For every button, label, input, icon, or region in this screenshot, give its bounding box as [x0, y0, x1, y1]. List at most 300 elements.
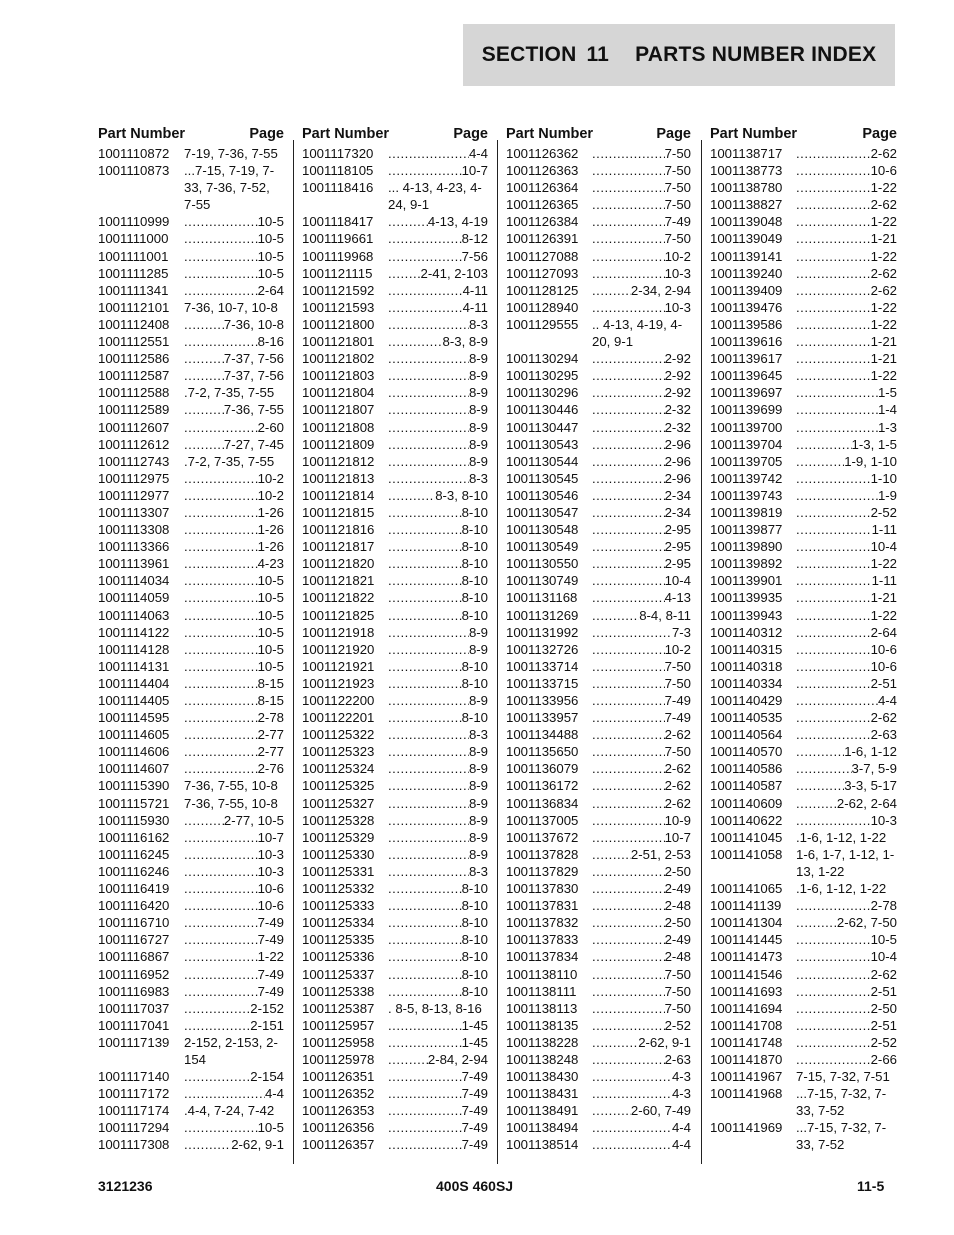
part-number: 1001130294	[506, 351, 579, 367]
page-reference	[796, 248, 897, 265]
index-entry	[98, 213, 284, 230]
page-reference	[796, 709, 897, 726]
part-number: 1001117320	[302, 146, 374, 161]
index-entry	[506, 470, 691, 487]
page-reference	[796, 1034, 897, 1051]
part-number: 1001125325	[302, 778, 375, 794]
page-reference: ...7-15, 7-32, 7-33, 7-52	[796, 1120, 887, 1153]
index-entry	[506, 196, 691, 213]
part-number: 1001139705	[710, 453, 783, 469]
page-value: 8-9	[468, 368, 488, 384]
part-number: 1001137831	[506, 898, 579, 914]
part-number: 1001140535	[710, 710, 783, 726]
page-reference	[388, 658, 488, 675]
part-number: 1001125978	[302, 1051, 375, 1067]
part-number: 1001126391	[506, 231, 579, 247]
dot-leader	[388, 607, 462, 624]
page-value: 1-45	[461, 1034, 488, 1050]
page-reference	[388, 487, 488, 504]
index-column-3	[506, 120, 691, 1154]
dot-leader	[388, 675, 462, 692]
index-entry	[506, 760, 691, 777]
part-number: 1001139935	[710, 590, 783, 606]
part-number: 1001113961	[98, 556, 170, 572]
page-value: 8-3	[468, 727, 488, 743]
part-number: 1001139743	[710, 487, 783, 503]
page-reference	[388, 880, 488, 897]
page-reference	[388, 572, 488, 589]
part-number: 1001116420	[98, 898, 170, 914]
page-reference: 7-36, 7-55, 10-8	[184, 795, 278, 811]
page-value: 2-77	[257, 727, 284, 743]
page-reference	[592, 624, 691, 641]
page-value: 2-63	[664, 1051, 691, 1067]
dot-leader	[388, 726, 469, 743]
page-value: 7-50	[664, 658, 691, 674]
page-value: 10-2	[257, 487, 284, 503]
page-value: 7-36, 10-8	[223, 316, 284, 332]
page-reference	[796, 1000, 897, 1017]
dot-leader	[796, 966, 871, 983]
part-number: 1001126364	[506, 180, 579, 196]
page-reference	[592, 572, 691, 589]
page-reference	[796, 743, 897, 760]
part-number: 1001140334	[710, 675, 783, 691]
index-entry	[98, 641, 284, 658]
index-entry	[302, 470, 488, 487]
dot-leader	[388, 897, 462, 914]
index-entry	[302, 419, 488, 436]
dot-leader	[184, 641, 258, 658]
page-value: 2-95	[664, 556, 691, 572]
index-entry	[710, 624, 897, 641]
page-reference	[184, 863, 284, 880]
index-entry	[302, 863, 488, 880]
index-entry	[98, 675, 284, 692]
index-entry	[710, 1017, 897, 1034]
index-entry	[506, 1085, 691, 1102]
page-reference	[388, 230, 488, 247]
part-number: 1001125387	[302, 1000, 375, 1016]
dot-leader	[184, 333, 258, 350]
page-value: 10-3	[664, 265, 691, 281]
part-number: 1001138111	[506, 983, 577, 999]
page-value: 7-50	[664, 163, 691, 179]
dot-leader	[184, 248, 258, 265]
dot-leader	[388, 367, 469, 384]
page-value: 2-62	[870, 265, 897, 281]
page-value: 2-32	[664, 419, 691, 435]
index-entry	[98, 812, 284, 829]
page-reference	[592, 265, 691, 282]
page-reference	[388, 914, 488, 931]
page-value: 8-15	[257, 675, 284, 691]
page-reference	[184, 470, 284, 487]
dot-leader	[184, 829, 258, 846]
page-value: 2-52	[870, 1034, 897, 1050]
index-entry	[302, 282, 488, 299]
page-reference	[592, 1136, 691, 1153]
part-number: 1001133715	[506, 675, 579, 691]
dot-leader	[184, 504, 258, 521]
part-number: 1001137834	[506, 949, 579, 965]
dot-leader	[592, 401, 665, 418]
index-entry	[302, 213, 488, 230]
page-reference	[388, 453, 488, 470]
page-value: 2-52	[870, 504, 897, 520]
dot-leader	[388, 863, 469, 880]
index-entry	[506, 743, 691, 760]
dot-leader	[184, 743, 258, 760]
page-reference	[388, 504, 488, 521]
dot-leader	[592, 521, 665, 538]
page-reference: .1-6, 1-12, 1-22	[796, 829, 887, 845]
index-entry	[506, 966, 691, 983]
page-reference	[796, 282, 897, 299]
index-entry	[302, 641, 488, 658]
index-entry	[506, 316, 691, 350]
part-number: 1001114595	[98, 710, 170, 726]
index-entry	[98, 1136, 284, 1153]
dot-leader	[184, 1017, 250, 1034]
page-reference	[388, 350, 488, 367]
page-value: 2-78	[870, 898, 897, 914]
index-column-2	[302, 120, 488, 1154]
dot-leader	[796, 504, 871, 521]
index-entry	[506, 299, 691, 316]
index-entry	[302, 1119, 488, 1136]
page-value: 2-62	[664, 778, 691, 794]
part-number: 1001121807	[302, 402, 375, 418]
page-reference	[184, 709, 284, 726]
dot-leader	[388, 504, 462, 521]
part-number: 1001139616	[710, 334, 783, 350]
index-entry	[98, 555, 284, 572]
dot-leader	[796, 641, 871, 658]
page-reference	[796, 470, 897, 487]
page-value: 2-63	[870, 727, 897, 743]
page-reference	[388, 795, 488, 812]
page-reference: 1-6, 1-7, 1-12, 1-13, 1-22	[796, 846, 895, 879]
index-entry	[302, 709, 488, 726]
column-divider	[701, 140, 702, 1164]
page-reference	[184, 948, 284, 965]
page-value: 7-56	[461, 248, 488, 264]
index-entry	[710, 846, 897, 880]
index-entry	[98, 316, 284, 333]
index-entry	[710, 726, 897, 743]
index-entry	[302, 948, 488, 965]
dot-leader	[796, 1034, 871, 1051]
index-entry	[98, 966, 284, 983]
page-reference	[184, 624, 284, 641]
page-value: 7-49	[664, 693, 691, 708]
page-reference	[388, 777, 488, 794]
page-reference	[388, 367, 488, 384]
page-value: 2-60	[257, 419, 284, 435]
part-number: 1001140312	[710, 624, 783, 640]
dot-leader	[388, 1119, 462, 1136]
index-entry	[98, 914, 284, 931]
page-value: 2-62	[870, 282, 897, 298]
page-reference	[184, 1017, 284, 1034]
page-reference	[592, 196, 691, 213]
dot-leader	[388, 265, 421, 282]
dot-leader	[592, 1136, 672, 1153]
page-value: 8-3	[468, 470, 488, 486]
part-number: 1001112589	[98, 402, 170, 418]
dot-leader	[796, 777, 844, 794]
page-reference	[592, 401, 691, 418]
part-number: 1001141968	[710, 1086, 783, 1102]
page-value: 7-50	[664, 231, 691, 247]
index-entry	[710, 1000, 897, 1017]
index-entry	[710, 1051, 897, 1068]
index-entry	[98, 299, 284, 316]
part-number: 1001139700	[710, 419, 783, 435]
dot-leader	[592, 470, 665, 487]
page-value: 8-10	[461, 658, 488, 674]
page-value: 8-9	[468, 829, 488, 845]
index-entry	[302, 1000, 488, 1017]
page-value: 1-6, 1-12	[844, 744, 897, 760]
page-reference	[592, 179, 691, 196]
part-number-heading: Part Number	[710, 126, 798, 142]
page-reference	[388, 1119, 488, 1136]
index-entry	[506, 1119, 691, 1136]
column-header	[302, 120, 488, 142]
index-entry	[710, 419, 897, 436]
page-reference	[388, 675, 488, 692]
page-reference: .4-4, 7-24, 7-42	[184, 1103, 275, 1119]
index-entry	[302, 658, 488, 675]
dot-leader	[592, 145, 665, 162]
part-number: 1001111285	[98, 265, 169, 281]
dot-leader	[388, 299, 463, 316]
part-number: 1001125332	[302, 881, 375, 897]
dot-leader	[592, 419, 665, 436]
index-entry	[98, 436, 284, 453]
page-reference	[184, 333, 284, 350]
page-reference	[592, 914, 691, 931]
index-entry	[302, 504, 488, 521]
part-number: 1001111000	[98, 231, 169, 247]
page-reference	[184, 367, 284, 384]
page-reference	[184, 846, 284, 863]
index-entry	[302, 1085, 488, 1102]
part-number: 1001138135	[506, 1017, 579, 1033]
dot-leader	[388, 419, 469, 436]
index-entry	[302, 607, 488, 624]
index-entry	[506, 777, 691, 794]
part-number: 1001110872	[98, 146, 170, 161]
index-entry	[506, 230, 691, 247]
page-reference	[184, 350, 284, 367]
part-number: 1001114034	[98, 573, 170, 589]
dot-leader	[592, 846, 631, 863]
page-value: 4-3	[671, 1069, 691, 1085]
page-reference	[592, 555, 691, 572]
part-number: 1001137832	[506, 915, 579, 931]
part-number: 1001125323	[302, 744, 375, 760]
dot-leader	[388, 248, 462, 265]
page-reference	[592, 521, 691, 538]
dot-leader	[388, 230, 462, 247]
page-reference	[184, 983, 284, 1000]
index-entry	[710, 367, 897, 384]
page-reference	[796, 1017, 897, 1034]
page-value: 1-21	[870, 590, 897, 606]
part-number: 1001141708	[710, 1017, 783, 1033]
dot-leader	[184, 265, 258, 282]
page-value: 8-3, 8-9	[442, 334, 488, 350]
part-number: 1001116710	[98, 915, 170, 931]
index-entry	[506, 641, 691, 658]
part-number: 1001132726	[506, 641, 579, 657]
part-number: 1001126356	[302, 1120, 375, 1136]
page-value: 2-62, 7-50	[836, 915, 897, 931]
dot-leader	[592, 897, 665, 914]
page-value: 8-10	[461, 966, 488, 982]
dot-leader	[592, 760, 665, 777]
part-number: 1001133957	[506, 710, 579, 726]
index-entry	[710, 897, 897, 914]
page-reference	[184, 1000, 284, 1017]
index-entry	[98, 692, 284, 709]
page-reference	[184, 555, 284, 572]
dot-leader	[592, 726, 665, 743]
dot-leader	[184, 846, 258, 863]
page-value: 10-7	[664, 829, 691, 845]
page-value: 7-49	[461, 1069, 488, 1085]
dot-leader	[184, 914, 258, 931]
dot-leader	[388, 145, 469, 162]
page-reference	[592, 760, 691, 777]
index-entry	[710, 777, 897, 794]
part-number: 1001125333	[302, 898, 375, 914]
part-number: 1001130545	[506, 470, 579, 486]
index-entry	[506, 401, 691, 418]
page-value: 2-60, 7-49	[630, 1103, 691, 1119]
page-value: 1-9	[877, 487, 897, 503]
index-entry	[302, 1068, 488, 1085]
index-entry	[710, 589, 897, 606]
dot-leader	[592, 487, 665, 504]
part-number: 1001125331	[302, 863, 375, 879]
part-number: 1001125328	[302, 812, 375, 828]
dot-leader	[796, 419, 878, 436]
page-reference	[796, 777, 897, 794]
index-entry	[710, 230, 897, 247]
page-reference	[796, 948, 897, 965]
part-number: 1001112612	[98, 436, 170, 452]
index-entry	[506, 145, 691, 162]
index-entry	[98, 470, 284, 487]
index-entry	[98, 572, 284, 589]
page-value: 2-92	[664, 368, 691, 384]
dot-leader	[796, 726, 871, 743]
index-entry	[98, 589, 284, 606]
page-reference	[592, 162, 691, 179]
page-reference	[796, 931, 897, 948]
index-entry	[506, 265, 691, 282]
page-value: 2-50	[664, 863, 691, 879]
index-entry	[710, 555, 897, 572]
page-reference	[796, 589, 897, 606]
page-reference	[592, 726, 691, 743]
index-entry	[302, 589, 488, 606]
index-entry	[506, 555, 691, 572]
page-reference	[388, 384, 488, 401]
dot-leader	[592, 658, 665, 675]
dot-leader	[796, 350, 871, 367]
part-number: 1001130295	[506, 368, 579, 384]
page-value: 4-23	[257, 556, 284, 572]
dot-leader	[592, 743, 665, 760]
dot-leader	[796, 333, 871, 350]
page-value: 1-9, 1-10	[844, 453, 897, 469]
part-number: 1001141139	[710, 898, 782, 914]
page-reference: 7-15, 7-32, 7-51	[796, 1069, 890, 1085]
index-entry	[710, 470, 897, 487]
page-value: 1-3, 1-5	[851, 436, 897, 452]
dot-leader	[592, 572, 665, 589]
page-value: 10-3	[664, 299, 691, 315]
dot-leader	[592, 162, 665, 179]
page-reference	[592, 384, 691, 401]
index-entry	[506, 709, 691, 726]
index-entry	[506, 1000, 691, 1017]
page-reference	[388, 760, 488, 777]
page-value: 10-2	[257, 470, 284, 486]
part-number: 1001114128	[98, 641, 170, 657]
page-value: 7-50	[664, 146, 691, 161]
index-entry	[302, 966, 488, 983]
page-value: 10-5	[257, 607, 284, 623]
dot-leader	[184, 230, 258, 247]
page-value: 10-4	[664, 573, 691, 589]
dot-leader	[388, 931, 462, 948]
dot-leader	[184, 880, 258, 897]
page-reference	[592, 897, 691, 914]
index-entry	[710, 675, 897, 692]
part-number: 1001126365	[506, 197, 579, 213]
index-entry	[710, 504, 897, 521]
index-entry	[98, 726, 284, 743]
index-entry	[710, 709, 897, 726]
page-value: 8-9	[468, 846, 488, 862]
part-number: 1001138248	[506, 1051, 579, 1067]
page-value: 8-3, 8-10	[435, 487, 488, 503]
index-entry	[506, 812, 691, 829]
index-entry	[506, 1102, 691, 1119]
dot-leader	[796, 145, 871, 162]
page-reference	[592, 675, 691, 692]
page-value: 10-4	[870, 949, 897, 965]
part-number: 1001121804	[302, 385, 375, 401]
part-number: 1001138113	[506, 1000, 578, 1016]
page-reference	[796, 316, 897, 333]
dot-leader	[184, 760, 258, 777]
part-number: 1001122201	[302, 710, 375, 726]
page-reference	[388, 436, 488, 453]
index-entry	[506, 419, 691, 436]
part-number: 1001121800	[302, 316, 375, 332]
column-divider	[293, 140, 294, 1164]
dot-leader	[184, 282, 258, 299]
part-number: 1001125329	[302, 829, 375, 845]
index-entry	[302, 1102, 488, 1119]
